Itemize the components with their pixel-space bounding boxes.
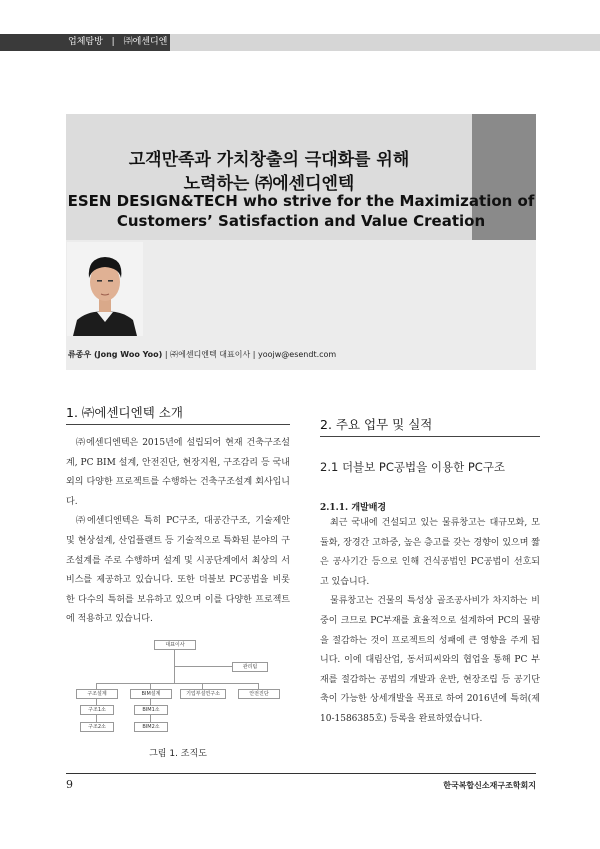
section-2-rule xyxy=(320,436,540,437)
org-connector xyxy=(96,683,258,684)
org-node-structure: 구조설계 xyxy=(76,689,118,699)
org-node-bim-2: BIM2소 xyxy=(134,722,168,732)
section-2-paragraph-1: 최근 국내에 건설되고 있는 물류창고는 대규모화, 모듈화, 장경간 고하중, 높은 층고를 갖는 경향이 있으며 짧은 공사기간 등으로 인해 건식공법인 PC공법이 선호되고 있습니다. xyxy=(320,518,540,587)
company-name: ㈜에센디엔텍 xyxy=(68,37,168,64)
figure-caption: 그림 1. 조직도 xyxy=(149,749,207,759)
section-2-1-heading: 2.1 더블보 PC공법을 이용한 PC구조 xyxy=(320,460,506,474)
author-affiliation: | ㈜에센디엔텍 대표이사 | yoojw@esendt.com xyxy=(162,350,337,359)
title-korean-line-1: 고객만족과 가치창출의 극대화를 위해 xyxy=(128,150,410,170)
org-node-admin: 관리팀 xyxy=(232,662,268,672)
org-node-bim-1: BIM1소 xyxy=(134,705,168,715)
section-1-paragraph-2: ㈜에센디엔텍은 특히 PC구조, 대공간구조, 기술제안 및 현상설계, 산업플랜트 등 기술적으로 특화된 분야의 구조설계를 주로 수행하며 설계 및 시공단계에서 최상의 서비스를 제공하고 있습니다. 또한 더블보 PC공법을 비롯한 다수의 특허를 보유하고 있으며 이를 다양한 프로젝트에 적용하고 있습니다. xyxy=(66,516,290,625)
title-english-line-2: Customers’ Satisfaction and Value Creation xyxy=(116,212,486,230)
org-connector xyxy=(174,666,232,667)
title-korean-line-2: 노력하는 ㈜에센디엔텍 xyxy=(183,174,355,194)
title-english-line-1: ESEN DESIGN&TECH who strive for the Maximization of xyxy=(67,192,535,210)
section-1-rule xyxy=(66,424,290,425)
section-2-heading: 2. 주요 업무 및 실적 xyxy=(320,417,433,432)
journal-name: 한국복합신소재구조학회지 xyxy=(443,781,536,790)
org-node-research: 기업부설연구소 xyxy=(180,689,226,699)
org-node-ceo: 대표이사 xyxy=(154,640,196,650)
section-name: 업체탐방 xyxy=(68,37,103,47)
header-label xyxy=(0,34,170,64)
section-1-body xyxy=(66,434,290,630)
section-2-paragraph-2: 물류창고는 건물의 특성상 골조공사비가 차지하는 비중이 크므로 PC부재를 효율적으로 설계하여 PC의 물량을 절감하는 것이 프로젝트의 성패에 큰 영향을 주게 됩니다. 이에 대림산업, 동서피씨와의 협업을 통해 PC 부재를 절감하는 공법의 개발과 운반, 현장조립 등 공기단축이 가능한 상세개발을 목표로 하여 2016년에 특허(제10-1586385호) 등록을 완료하였습니다. xyxy=(320,596,540,724)
header-bar xyxy=(0,34,600,64)
footer-rule xyxy=(66,773,536,774)
org-chart xyxy=(66,632,290,742)
org-node-structure-1: 구조1소 xyxy=(80,705,114,715)
section-1-paragraph-1: ㈜에센디엔텍은 2015년에 설립되어 현재 건축구조설계, PC BIM 설계, 안전진단, 현장지원, 구조감리 등 국내외의 다양한 프로젝트를 수행하는 건축구조설계 회사입니다. xyxy=(66,438,290,507)
org-node-safety: 안전진단 xyxy=(238,689,280,699)
section-2-1-1-heading: 2.1.1. 개발배경 xyxy=(320,503,387,513)
section-2-body xyxy=(320,514,540,730)
org-node-structure-2: 구조2소 xyxy=(80,722,114,732)
org-node-bim: BIM설계 xyxy=(130,689,172,699)
author-photo xyxy=(67,242,143,336)
header-separator: | xyxy=(111,37,115,47)
page-number: 9 xyxy=(66,778,73,791)
author-byline xyxy=(68,349,336,360)
author-name: 류종우 (Jong Woo Yoo) xyxy=(68,350,163,359)
section-1-heading: 1. ㈜에센디엔텍 소개 xyxy=(66,405,183,420)
author-portrait-icon xyxy=(67,242,143,336)
